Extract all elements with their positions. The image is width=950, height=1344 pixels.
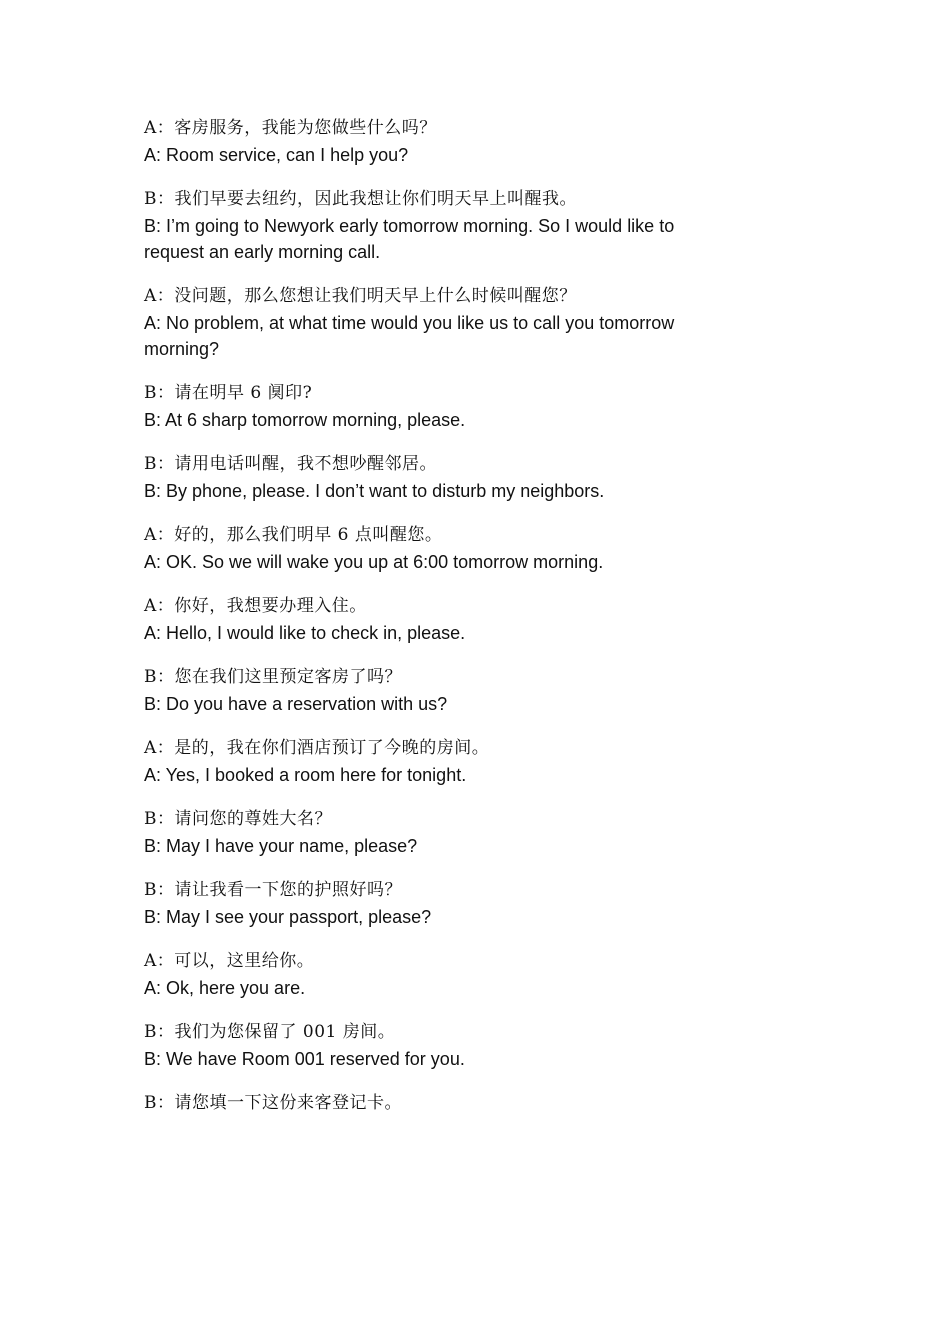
english-line: B: By phone, please. I don’t want to disturb my neighbors. [144,481,605,501]
english-line: A: OK. So we will wake you up at 6:00 tomorrow morning. [144,552,604,572]
chinese-line: B：请问您的尊姓大名？ [144,809,332,829]
english-line: B: May I have your name, please? [144,836,418,856]
dialogue-block [144,1089,724,1117]
dialogue-block [144,114,724,168]
dialogue-block [144,663,724,717]
chinese-line: B：请您填一下这份来客登记卡。 [144,1093,402,1113]
dialogue-block [144,521,724,575]
english-line: A: No problem, at what time would you like us to call you tomorrow morning? [144,313,675,359]
chinese-line: B：请让我看一下您的护照好吗？ [144,880,402,900]
dialogue-block [144,185,724,265]
english-line: B: Do you have a reservation with us? [144,694,448,714]
document-page [144,114,724,1134]
dialogue-block [144,947,724,1001]
dialogue-block [144,379,724,433]
english-line: A: Ok, here you are. [144,978,306,998]
english-line: B: May I see your passport, please? [144,907,432,927]
dialogue-block [144,805,724,859]
english-line: A: Yes, I booked a room here for tonight. [144,765,467,785]
english-line: B: I’m going to Newyork early tomorrow morning. So I would like to request an early morning call. [144,216,675,262]
chinese-line: A：好的，那么我们明早 6 点叫醒您。 [144,525,443,545]
chinese-line: A：是的，我在你们酒店预订了今晚的房间。 [144,738,490,758]
chinese-line: B：请在明早 6 阒印? [144,383,313,403]
dialogue-block [144,734,724,788]
chinese-line: A：没问题，那么您想让我们明天早上什么时候叫醒您？ [144,286,577,306]
english-line: A: Room service, can I help you? [144,145,409,165]
chinese-line: A：客房服务，我能为您做些什么吗？ [144,118,437,138]
chinese-line: B：我们为您保留了 001 房间。 [144,1022,396,1042]
dialogue-block [144,876,724,930]
dialogue-block [144,1018,724,1072]
chinese-line: B：您在我们这里预定客房了吗？ [144,667,402,687]
english-line: B: We have Room 001 reserved for you. [144,1049,465,1069]
chinese-line: B：请用电话叫醒，我不想吵醒邻居。 [144,454,437,474]
english-line: A: Hello, I would like to check in, please. [144,623,466,643]
chinese-line: B：我们早要去纽约，因此我想让你们明天早上叫醒我。 [144,189,577,209]
dialogue-block [144,282,724,362]
english-line: B: At 6 sharp tomorrow morning, please. [144,410,466,430]
dialogue-block [144,592,724,646]
chinese-line: A：可以，这里给你。 [144,951,315,971]
dialogue-block [144,450,724,504]
chinese-line: A：你好，我想要办理入住。 [144,596,367,616]
